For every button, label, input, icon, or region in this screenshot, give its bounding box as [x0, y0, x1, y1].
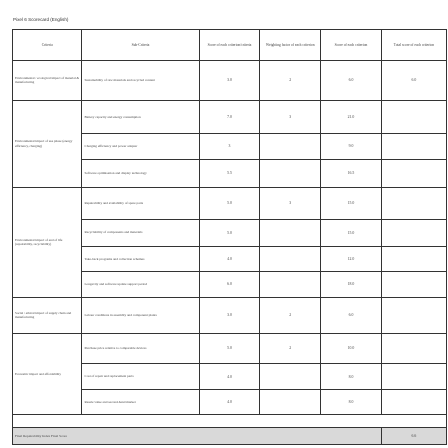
- table-row: [13, 187, 447, 219]
- total-cell: 6.0: [381, 61, 446, 101]
- header-criteria: Criteria: [13, 30, 82, 61]
- score2-cell: 15.0: [321, 187, 382, 219]
- score-cell: 5.0: [199, 219, 260, 246]
- weight-cell: 2: [260, 61, 321, 101]
- sub-criteria-cell: Longevity and software update support period: [82, 272, 199, 298]
- criteria-cell: Environmental impact of end of life (repairability, recyclability): [13, 187, 82, 297]
- total-cell: [381, 100, 446, 133]
- sub-criteria-cell: Recyclability of components and materials: [82, 219, 199, 246]
- score2-cell: 9.0: [321, 133, 382, 159]
- weight-cell: [260, 246, 321, 272]
- total-cell: [381, 297, 446, 333]
- spacer-row: [13, 415, 447, 428]
- sub-criteria-cell: Software optimisation and display technology: [82, 159, 199, 187]
- scorecard-table: [12, 29, 447, 445]
- score-cell: 5.0: [199, 187, 260, 219]
- score2-cell: 21.0: [321, 100, 382, 133]
- score-cell: 3.0: [199, 297, 260, 333]
- header-row: [13, 30, 447, 61]
- header-score: Score of each criterion/criteria: [199, 30, 260, 61]
- table-row: [13, 61, 447, 101]
- sub-criteria-cell: Labour conditions in assembly and component plants: [82, 297, 199, 333]
- weight-cell: [260, 219, 321, 246]
- score2-cell: 12.0: [321, 246, 382, 272]
- score2-cell: 8.0: [321, 389, 382, 415]
- weight-cell: 3: [260, 100, 321, 133]
- criteria-cell: Environmental impact of use phase (energy efficiency, charging): [13, 100, 82, 187]
- score-cell: 4.0: [199, 364, 260, 390]
- score2-cell: 10.0: [321, 333, 382, 364]
- total-cell: [381, 219, 446, 246]
- score2-cell: 15.0: [321, 219, 382, 246]
- final-score-value: 6.6: [381, 428, 446, 445]
- sub-criteria-cell: Battery capacity and energy consumption: [82, 100, 199, 133]
- score2-cell: 6.0: [321, 61, 382, 101]
- total-cell: [381, 364, 446, 390]
- final-score-row: [13, 428, 447, 445]
- score2-cell: 8.0: [321, 364, 382, 390]
- weight-cell: 2: [260, 333, 321, 364]
- score-cell: 6.0: [199, 272, 260, 298]
- total-cell: [381, 159, 446, 187]
- total-cell: [381, 272, 446, 298]
- criteria-cell: Environmental / ecological impact of material & manufacturing: [13, 61, 82, 101]
- total-cell: [381, 246, 446, 272]
- sub-criteria-cell: Cost of repair and replacement parts: [82, 364, 199, 390]
- spacer-cell: [13, 415, 447, 428]
- header-weighting: Weighting factor of each criterion: [260, 30, 321, 61]
- sub-criteria-cell: Resale value and second-hand market: [82, 389, 199, 415]
- total-cell: [381, 389, 446, 415]
- header-total: Total score of each criterion: [381, 30, 446, 61]
- score2-cell: 18.0: [321, 272, 382, 298]
- table-row: [13, 333, 447, 364]
- table-row: [13, 100, 447, 133]
- total-cell: [381, 333, 446, 364]
- score-cell: 3.0: [199, 61, 260, 101]
- score2-cell: 6.0: [321, 297, 382, 333]
- weight-cell: [260, 364, 321, 390]
- sub-criteria-cell: Take-back programs and collection schemes: [82, 246, 199, 272]
- header-score-criterion: Score of each criterion: [321, 30, 382, 61]
- total-cell: [381, 133, 446, 159]
- score-cell: 5.0: [199, 333, 260, 364]
- score-cell: 5.5: [199, 159, 260, 187]
- total-cell: [381, 187, 446, 219]
- score-cell: 4.0: [199, 389, 260, 415]
- weight-cell: [260, 159, 321, 187]
- table-caption: Pixel 6 Scorecard (English): [13, 17, 69, 22]
- sub-criteria-cell: Sustainability of raw materials and recycled content: [82, 61, 199, 101]
- criteria-cell: Economic impact and affordability: [13, 333, 82, 415]
- sub-criteria-cell: Purchase price relative to comparable devices: [82, 333, 199, 364]
- score-cell: 7.0: [199, 100, 260, 133]
- weight-cell: [260, 389, 321, 415]
- header-sub-criteria: Sub-Criteria: [82, 30, 199, 61]
- final-score-label: Final Repairability Index Final Score: [13, 428, 382, 445]
- sub-criteria-cell: Charging efficiency and power adapter: [82, 133, 199, 159]
- weight-cell: [260, 133, 321, 159]
- score-cell: 4.0: [199, 246, 260, 272]
- weight-cell: 2: [260, 297, 321, 333]
- weight-cell: [260, 272, 321, 298]
- score-cell: 3: [199, 133, 260, 159]
- table-row: [13, 297, 447, 333]
- criteria-cell: Social / ethical impact of supply chain and manufacturing: [13, 297, 82, 333]
- weight-cell: 3: [260, 187, 321, 219]
- sub-criteria-cell: Repairability and availability of spare parts: [82, 187, 199, 219]
- score2-cell: 16.5: [321, 159, 382, 187]
